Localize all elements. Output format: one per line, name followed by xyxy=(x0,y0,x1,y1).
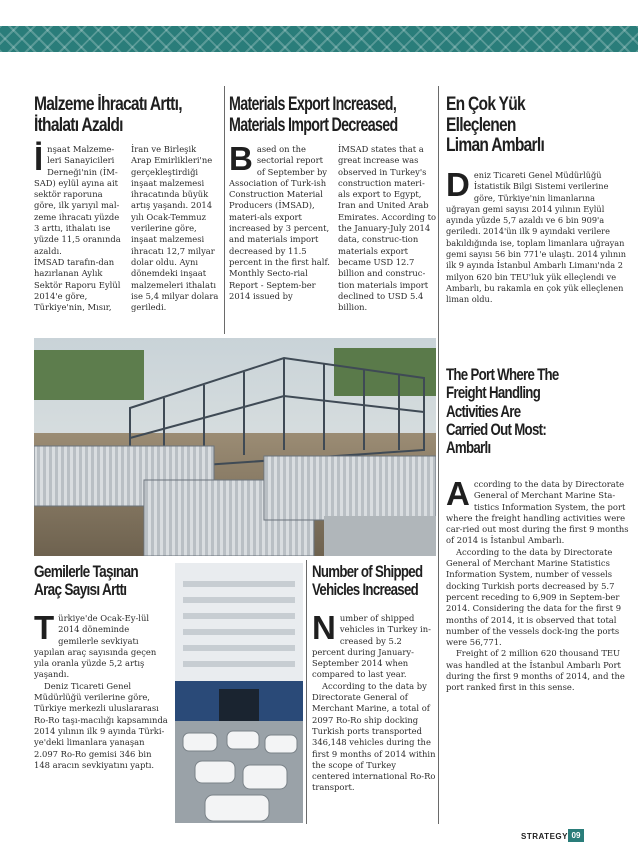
dropcap: İ xyxy=(34,140,44,177)
headline-tr-ports: En Çok Yük Elleçlenen Liman Ambarlı xyxy=(446,94,545,157)
headline-en-materials: Materials Export Increased, Materials Import Decreased xyxy=(229,94,398,136)
article-tr-vehicles: T ürkiye'de Ocak-Ey-lül 2014 döneminde gemilerle sevkiyatı yapılan araç sayısında geçen yıla oranla yüzde 5,2 artış yaşandı. Deniz Ticareti Genel Müdürlüğü verilerine göre, Türkiye merkezli uluslararası Ro-Ro taşı-macılığı kapsamında 2014 yılının ilk 9 ayında Türki-ye'deki limanlara yanaşan 2.097 Ro-Ro gemisi 346 bin 148 aracın sevkiyatını yaptı. xyxy=(34,609,168,770)
section-label: STRATEGY xyxy=(521,832,568,841)
dropcap: B xyxy=(229,140,253,177)
page-number: 09 xyxy=(568,829,584,842)
dropcap: N xyxy=(312,609,336,646)
headline-tr-materials: Malzeme İhracatı Arttı, İthalatı Azaldı xyxy=(34,94,182,136)
headline-tr-vehicles: Gemilerle Taşınan Araç Sayısı Arttı xyxy=(34,562,138,600)
article-en-materials-col2: İMSAD states that a great increase was observed in Turkey's construction materi-als export to Egypt, Iran and United Arab Emirates. According to the January-July 2014 data, construc-tion materials export became USD 12.7 billion and construc-tion materials import declined to USD 5.4 billion. xyxy=(338,144,437,313)
headline-en-vehicles: Number of Shipped Vehicles Increased xyxy=(312,562,423,600)
column-divider xyxy=(224,86,225,334)
dropcap: D xyxy=(446,166,470,203)
article-en-vehicles: N umber of shipped vehicles in Turkey in-creased by 5.2 percent during January-September 2014 when compared to last year. According to the data by Directorate General of Merchant Marine, a total of 2097 Ro-Ro ship docking Turkish ports transported 346,148 vehicles during the first 9 months of 2014 within the scope of Turkey centered international Ro-Ro transport. xyxy=(312,609,436,793)
decorative-pattern-band xyxy=(0,26,638,52)
construction-site-illustration xyxy=(34,338,436,556)
column-divider xyxy=(438,86,439,824)
article-tr-materials-col1: İ nşaat Malzeme-leri Sanayicileri Derneği'nin (İM- SAD) eylül ayına ait sektör raporuna göre, ilk yarıyıl mal-zeme ihracatı yüzde 3 arttı, ithalatı ise yüzde 11,5 oranında azaldı. İMSAD tarafın-dan hazırlanan Aylık Sektör Raporu Eylül 2014'e göre, Türkiye'nin, Mısır, xyxy=(34,140,121,313)
roro-ship-photo xyxy=(175,563,303,823)
construction-site-photo xyxy=(34,338,436,556)
article-tr-materials-col2: İran ve Birleşik Arap Emirlikleri'ne gerçekleştirdiği inşaat malzemesi ihracatında büyük artış yaşandı. 2014 yılı Ocak-Temmuz verilerine göre, inşaat malzemesi ihracatı 12,7 milyar dolar oldu. Aynı dönemdeki inşaat malzemeleri ithalatı ise 5,4 milyar dolara geriledi. xyxy=(131,144,219,313)
dropcap: A xyxy=(446,475,470,512)
article-en-ports: A ccording to the data by Directorate General of Merchant Marine Sta- tistics Information System, the port where the freight handling activities were car-ried out most during the first 9 months of 2014 is İstanbul Ambarlı. According to the data by Directorate General of Merchant Marine Statistics Information System, number of vessels docking Turkish ports decreased by 5.7 percent receding to 6,909 in Septem-ber 2014. Considering the data for the first 9 months of 2014, it is observed that total number of the vessels dock-ing the ports were 56,771. Freight of 2 million 620 thousand TEU was handled at the İstanbul Ambarlı Port during the first 9 months of 2014, and the port ranked first in this sense. xyxy=(446,475,629,693)
article-tr-ports: D eniz Ticareti Genel Müdürlüğü İstatistik Bilgi Sistemi verilerine göre, Türkiye'nin limanlarına uğrayan gemi sayısı 2014 yılının Eylül ayında yüzde 5,7 azaldı ve 6 bin 909'a geriledi. 2014'ün ilk 9 ayındaki verilere bakıldığında ise, toplam limanlara uğrayan gemi sayısı 56 bin 771'e ulaştı. 2014 yılının ilk 9 ayında İstanbul Ambarlı Limanı'nda 2 milyon 620 bin TEU'luk yük elleçlendi ve Ambarlı, bu rakamla en çok yük elleçlenen liman oldu. xyxy=(446,166,627,305)
article-en-materials-col1: B ased on the sectorial report of September by Association of Turk-ish Construction Material Producers (İMSAD), materi-als export increased by 3 percent, and materials import decreased by 11.5 percent in the first half. Monthly Secto-rial Report - Septem-ber 2014 issued by xyxy=(229,140,330,301)
headline-en-ports: The Port Where The Freight Handling Activities Are Carried Out Most: Ambarlı xyxy=(446,365,559,458)
dropcap: T xyxy=(34,609,55,646)
roro-ship-illustration xyxy=(175,563,303,823)
column-divider xyxy=(306,560,307,824)
